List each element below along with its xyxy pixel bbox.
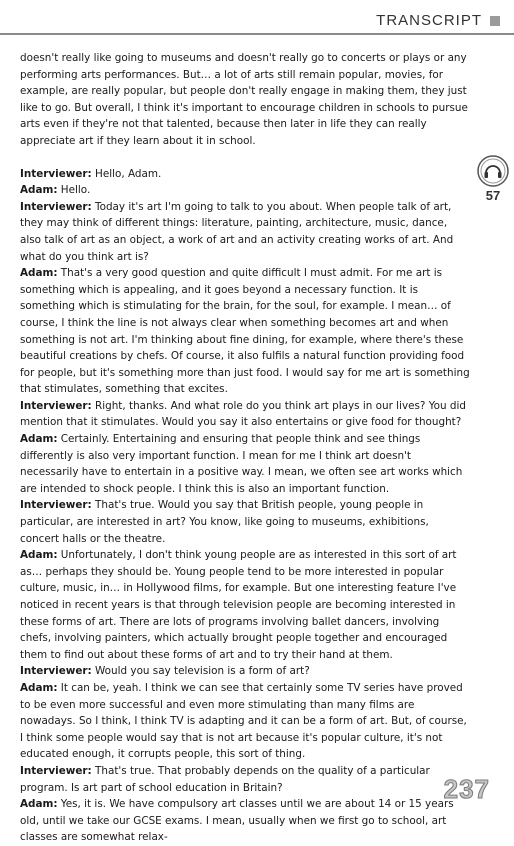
speaker-label: Interviewer:	[20, 764, 92, 777]
dialogue-text: That's true. Would you say that British people, young people in particular, are interested in art? You know, like going to museums, exhibitions, concert halls or the theatre.	[20, 499, 429, 545]
header-title: TRANSCRIPT	[376, 12, 482, 29]
dialogue-line	[20, 497, 470, 547]
speaker-label: Adam:	[20, 184, 58, 197]
dialogue-text: It can be, yeah. I think we can see that certainly some TV series have proved to be even more successful and even more stimulating than many films are nowadays. So I think, I think TV is adapting and it can be a form of art. But, of course, I think some people would say that is not art because it's popular culture, it's not educated enough, it corrupts people, this sort of thing.	[20, 681, 467, 761]
dialogue-text: Would you say television is a form of art?	[91, 665, 310, 678]
dialogue-line	[20, 398, 470, 431]
dialogue-line	[20, 663, 470, 680]
dialogue-line	[20, 265, 470, 398]
dialogue-list	[20, 166, 470, 846]
dialogue-line	[20, 796, 470, 846]
dialogue-line	[20, 763, 470, 796]
dialogue-text: Certainly. Entertaining and ensuring that people think and see things differently is also very important function. I mean for me I think art doesn't necessarily have to entertain in a positive way. I mean, we often see art works which are intended to shock people. I think this is also an important function.	[20, 433, 463, 495]
dialogue-text: Today it's art I'm going to talk to you about. When people talk of art, they may think of different things: literature, painting, architecture, music, dance, also talk of art as an object, a work of art and an activity creating works of art. And what do you think art is?	[20, 200, 454, 263]
page-header	[376, 12, 500, 29]
dialogue-line	[20, 182, 470, 199]
dialogue-text: Hello.	[57, 184, 91, 197]
dialogue-text: Right, thanks. And what role do you think art plays in our lives? You did mention that it stimulates. Would you say it also entertains or give food for thought?	[20, 399, 467, 429]
speaker-label: Interviewer:	[20, 399, 92, 412]
speaker-label: Adam:	[20, 549, 58, 562]
page-number: 237	[443, 774, 490, 804]
dialogue-line	[20, 199, 470, 265]
speaker-label: Interviewer:	[20, 200, 92, 213]
speaker-label: Interviewer:	[20, 167, 92, 180]
intro-paragraph: doesn't really like going to museums and doesn't really go to concerts or plays or any performing arts performances. But… a lot of arts still remain popular, movies, for example, are really popular, but people don't really engage in making them, they just like to go. But overall, I think it's important to encourage children in schools to pursue arts even if they're not that talented, because then later in life they can really appreciate art if they learn about it in school.	[20, 52, 468, 147]
speaker-label: Interviewer:	[20, 665, 92, 678]
header-divider	[0, 33, 514, 35]
headphones-icon	[477, 155, 509, 187]
dialogue-text: That's true. That probably depends on the quality of a particular program. Is art part of school education in Britain?	[20, 764, 430, 794]
dialogue-text: Hello, Adam.	[91, 167, 162, 180]
audio-track-marker	[476, 155, 510, 203]
speaker-label: Adam:	[20, 267, 58, 280]
dialogue-line	[20, 431, 470, 497]
transcript-body	[20, 50, 470, 846]
speaker-label: Adam:	[20, 798, 58, 811]
track-number: 57	[485, 188, 501, 203]
speaker-label: Interviewer:	[20, 499, 92, 512]
speaker-label: Adam:	[20, 681, 58, 694]
dialogue-text: Unfortunately, I don't think young people are as interested in this sort of art as… perhaps they should be. Young people tend to be more interested in popular culture, music, in… in Hollywood films, for example. But one interesting feature I've noticed in recent years is that through television people are becoming interested in these forms of art. There are lots of programs involving ballet dancers, involving chefs, involving painters, which actually brought people together and encouraged them to find out about these forms of art and to try their hand at them.	[20, 549, 457, 661]
dialogue-text: That's a very good question and quite difficult I must admit. For me art is something which is appealing, and it goes beyond a necessary function. It is something which is stimulating for the brain, for the soul, for example. I mean… of course, I think the line is not always clear when something becomes art and when something is not art. I'm thinking about fine dining, for example, where there's these beautiful creations by chefs. Of course, it also fulfils a natural function providing food for people, but it's something more than just food. I would say for me art is something that stimulates, something that excites.	[20, 267, 470, 396]
dialogue-line	[20, 547, 470, 663]
dialogue-text: Yes, it is. We have compulsory art classes until we are about 14 or 15 years old, until we take our GCSE exams. I mean, usually when we first go to school, art classes are somewhat relax-	[20, 798, 454, 844]
header-square-icon	[490, 16, 500, 26]
speaker-label: Adam:	[20, 433, 58, 446]
dialogue-line	[20, 166, 470, 183]
dialogue-line	[20, 680, 470, 763]
